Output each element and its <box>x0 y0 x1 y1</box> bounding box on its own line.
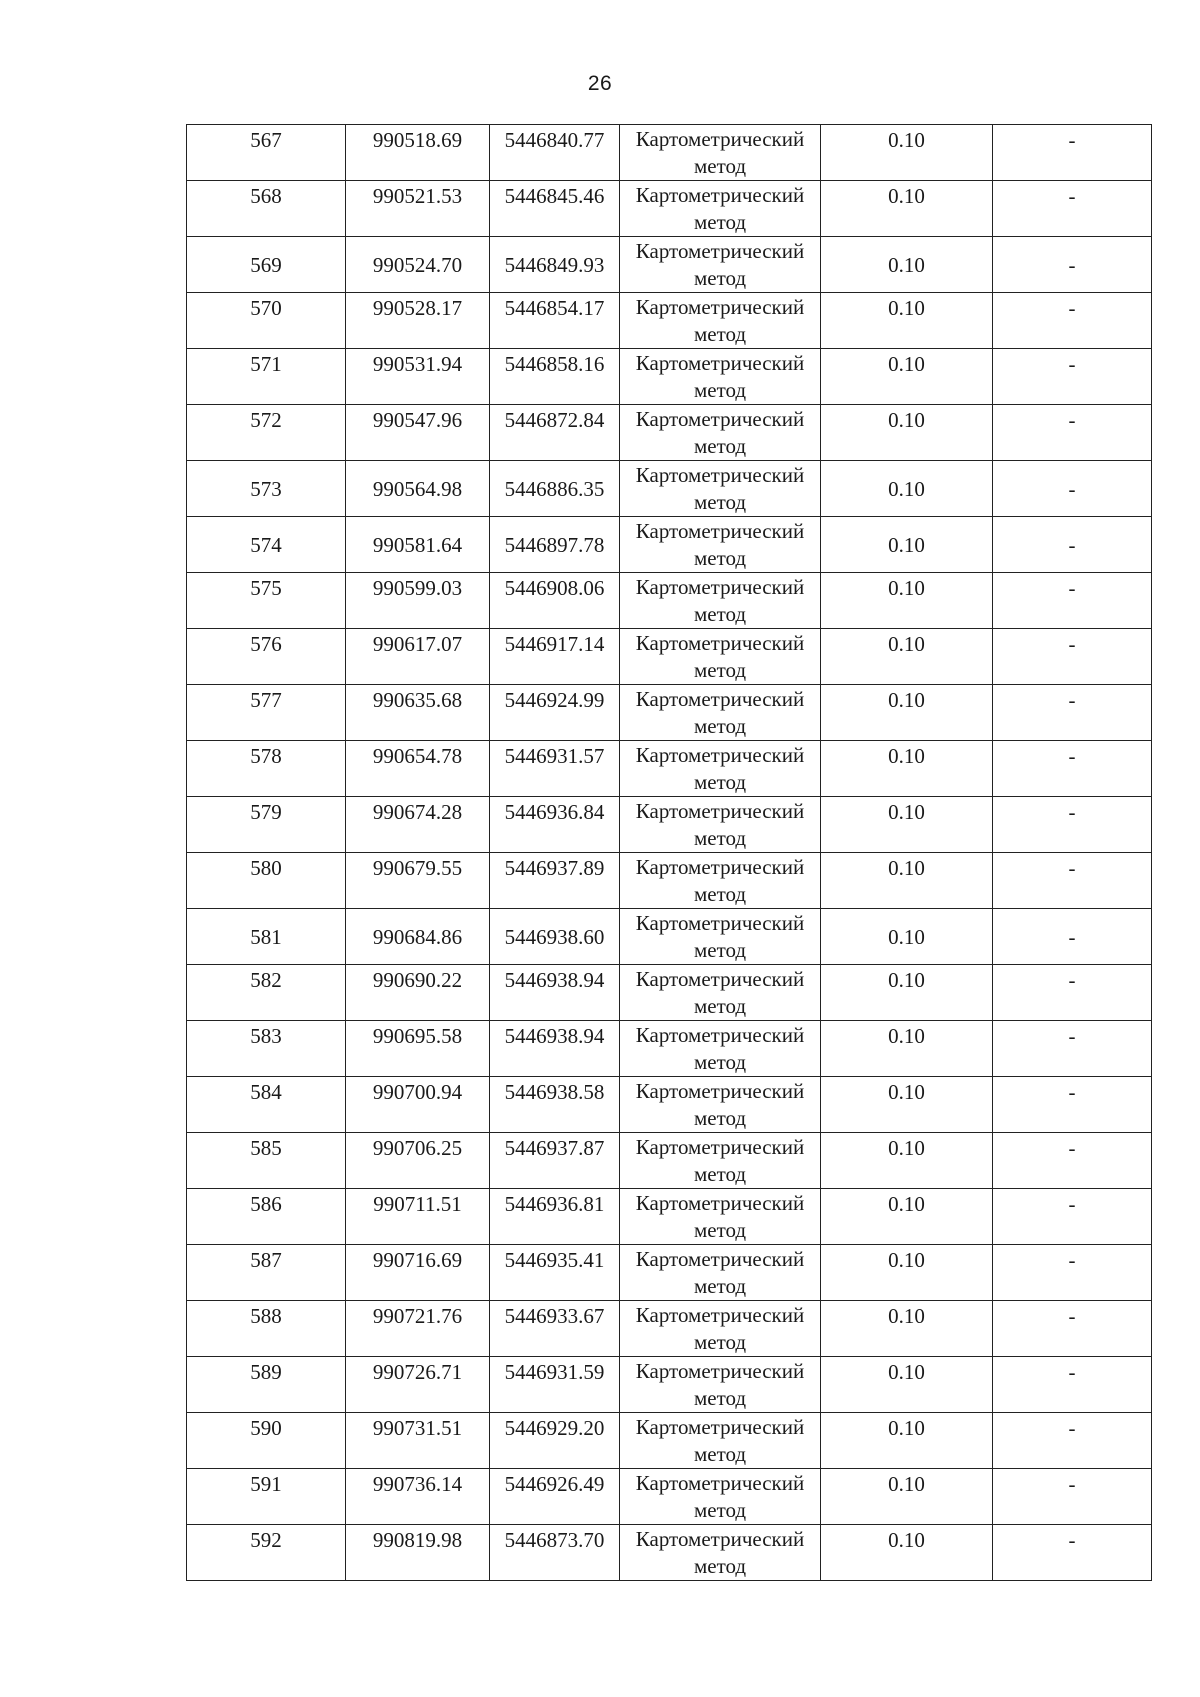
note-cell: - <box>993 405 1152 461</box>
y-coordinate-cell: 5446908.06 <box>490 573 620 629</box>
method-cell <box>620 629 821 685</box>
coordinates-table <box>186 124 1152 1581</box>
method-cell <box>620 293 821 349</box>
method-text: Картометрический метод <box>635 1359 805 1410</box>
table-row <box>187 349 1152 405</box>
accuracy-cell: 0.10 <box>821 965 993 1021</box>
table-row <box>187 629 1152 685</box>
x-coordinate-cell: 990635.68 <box>346 685 490 741</box>
point-number-cell: 574 <box>187 517 346 573</box>
method-text: Картометрический метод <box>635 183 805 234</box>
point-number-cell: 589 <box>187 1357 346 1413</box>
y-coordinate-cell: 5446924.99 <box>490 685 620 741</box>
accuracy-cell: 0.10 <box>821 517 993 573</box>
method-cell <box>620 909 821 965</box>
x-coordinate-cell: 990700.94 <box>346 1077 490 1133</box>
point-number-cell: 567 <box>187 125 346 181</box>
method-cell <box>620 237 821 293</box>
accuracy-cell: 0.10 <box>821 349 993 405</box>
table-row <box>187 181 1152 237</box>
method-cell <box>620 461 821 517</box>
y-coordinate-cell: 5446936.81 <box>490 1189 620 1245</box>
x-coordinate-cell: 990528.17 <box>346 293 490 349</box>
page-number: 26 <box>587 72 613 95</box>
method-text: Картометрический метод <box>635 295 805 346</box>
method-text: Картометрический метод <box>635 1303 805 1354</box>
accuracy-cell: 0.10 <box>821 405 993 461</box>
table-row <box>187 797 1152 853</box>
note-cell: - <box>993 629 1152 685</box>
x-coordinate-cell: 990711.51 <box>346 1189 490 1245</box>
note-cell: - <box>993 1133 1152 1189</box>
table-body <box>187 125 1152 1581</box>
point-number-cell: 570 <box>187 293 346 349</box>
table-row <box>187 685 1152 741</box>
method-cell <box>620 1021 821 1077</box>
method-text: Картометрический метод <box>635 1079 805 1130</box>
x-coordinate-cell: 990547.96 <box>346 405 490 461</box>
point-number-cell: 579 <box>187 797 346 853</box>
method-cell <box>620 405 821 461</box>
note-cell: - <box>993 573 1152 629</box>
y-coordinate-cell: 5446931.57 <box>490 741 620 797</box>
method-text: Картометрический метод <box>635 1471 805 1522</box>
method-cell <box>620 181 821 237</box>
table-row <box>187 1021 1152 1077</box>
x-coordinate-cell: 990731.51 <box>346 1413 490 1469</box>
x-coordinate-cell: 990716.69 <box>346 1245 490 1301</box>
accuracy-cell: 0.10 <box>821 1413 993 1469</box>
method-cell <box>620 741 821 797</box>
accuracy-cell: 0.10 <box>821 1301 993 1357</box>
point-number-cell: 568 <box>187 181 346 237</box>
x-coordinate-cell: 990819.98 <box>346 1525 490 1581</box>
method-text: Картометрический метод <box>635 799 805 850</box>
table-row <box>187 1245 1152 1301</box>
x-coordinate-cell: 990518.69 <box>346 125 490 181</box>
method-text: Картометрический метод <box>635 1415 805 1466</box>
y-coordinate-cell: 5446933.67 <box>490 1301 620 1357</box>
y-coordinate-cell: 5446936.84 <box>490 797 620 853</box>
point-number-cell: 585 <box>187 1133 346 1189</box>
table-row <box>187 853 1152 909</box>
note-cell: - <box>993 461 1152 517</box>
method-text: Картометрический метод <box>635 967 805 1018</box>
accuracy-cell: 0.10 <box>821 1021 993 1077</box>
x-coordinate-cell: 990679.55 <box>346 853 490 909</box>
point-number-cell: 569 <box>187 237 346 293</box>
accuracy-cell: 0.10 <box>821 1357 993 1413</box>
method-text: Картометрический метод <box>635 631 805 682</box>
method-cell <box>620 573 821 629</box>
note-cell: - <box>993 1301 1152 1357</box>
y-coordinate-cell: 5446873.70 <box>490 1525 620 1581</box>
method-cell <box>620 853 821 909</box>
point-number-cell: 577 <box>187 685 346 741</box>
accuracy-cell: 0.10 <box>821 181 993 237</box>
table-row <box>187 405 1152 461</box>
accuracy-cell: 0.10 <box>821 1077 993 1133</box>
y-coordinate-cell: 5446929.20 <box>490 1413 620 1469</box>
accuracy-cell: 0.10 <box>821 1189 993 1245</box>
table-row <box>187 1469 1152 1525</box>
accuracy-cell: 0.10 <box>821 237 993 293</box>
table-row <box>187 1525 1152 1581</box>
method-cell <box>620 125 821 181</box>
point-number-cell: 586 <box>187 1189 346 1245</box>
point-number-cell: 581 <box>187 909 346 965</box>
note-cell: - <box>993 181 1152 237</box>
method-cell <box>620 517 821 573</box>
method-text: Картометрический метод <box>635 463 805 514</box>
table-row <box>187 293 1152 349</box>
method-cell <box>620 1413 821 1469</box>
y-coordinate-cell: 5446886.35 <box>490 461 620 517</box>
y-coordinate-cell: 5446938.94 <box>490 1021 620 1077</box>
x-coordinate-cell: 990654.78 <box>346 741 490 797</box>
method-cell <box>620 1077 821 1133</box>
point-number-cell: 590 <box>187 1413 346 1469</box>
method-cell <box>620 349 821 405</box>
method-cell <box>620 797 821 853</box>
x-coordinate-cell: 990531.94 <box>346 349 490 405</box>
table-row <box>187 1133 1152 1189</box>
note-cell: - <box>993 797 1152 853</box>
point-number-cell: 584 <box>187 1077 346 1133</box>
x-coordinate-cell: 990684.86 <box>346 909 490 965</box>
method-text: Картометрический метод <box>635 1247 805 1298</box>
method-cell <box>620 1133 821 1189</box>
method-text: Картометрический метод <box>635 127 805 178</box>
note-cell: - <box>993 741 1152 797</box>
note-cell: - <box>993 293 1152 349</box>
table-row <box>187 517 1152 573</box>
point-number-cell: 575 <box>187 573 346 629</box>
y-coordinate-cell: 5446858.16 <box>490 349 620 405</box>
y-coordinate-cell: 5446854.17 <box>490 293 620 349</box>
y-coordinate-cell: 5446917.14 <box>490 629 620 685</box>
y-coordinate-cell: 5446937.87 <box>490 1133 620 1189</box>
method-text: Картометрический метод <box>635 407 805 458</box>
method-text: Картометрический метод <box>635 1023 805 1074</box>
note-cell: - <box>993 1021 1152 1077</box>
y-coordinate-cell: 5446840.77 <box>490 125 620 181</box>
table-row <box>187 965 1152 1021</box>
table-row <box>187 573 1152 629</box>
point-number-cell: 572 <box>187 405 346 461</box>
x-coordinate-cell: 990706.25 <box>346 1133 490 1189</box>
accuracy-cell: 0.10 <box>821 909 993 965</box>
y-coordinate-cell: 5446845.46 <box>490 181 620 237</box>
method-cell <box>620 1469 821 1525</box>
accuracy-cell: 0.10 <box>821 1525 993 1581</box>
method-text: Картометрический метод <box>635 855 805 906</box>
method-text: Картометрический метод <box>635 351 805 402</box>
method-text: Картометрический метод <box>635 1191 805 1242</box>
table-row <box>187 1077 1152 1133</box>
y-coordinate-cell: 5446938.58 <box>490 1077 620 1133</box>
method-cell <box>620 965 821 1021</box>
table-row <box>187 1357 1152 1413</box>
method-text: Картометрический метод <box>635 743 805 794</box>
note-cell: - <box>993 1245 1152 1301</box>
table-row <box>187 237 1152 293</box>
method-cell <box>620 1357 821 1413</box>
table-row <box>187 461 1152 517</box>
y-coordinate-cell: 5446935.41 <box>490 1245 620 1301</box>
x-coordinate-cell: 990599.03 <box>346 573 490 629</box>
accuracy-cell: 0.10 <box>821 461 993 517</box>
point-number-cell: 582 <box>187 965 346 1021</box>
table-row <box>187 125 1152 181</box>
y-coordinate-cell: 5446897.78 <box>490 517 620 573</box>
x-coordinate-cell: 990617.07 <box>346 629 490 685</box>
x-coordinate-cell: 990695.58 <box>346 1021 490 1077</box>
method-text: Картометрический метод <box>635 1135 805 1186</box>
point-number-cell: 580 <box>187 853 346 909</box>
x-coordinate-cell: 990736.14 <box>346 1469 490 1525</box>
note-cell: - <box>993 1357 1152 1413</box>
x-coordinate-cell: 990674.28 <box>346 797 490 853</box>
note-cell: - <box>993 1189 1152 1245</box>
accuracy-cell: 0.10 <box>821 573 993 629</box>
accuracy-cell: 0.10 <box>821 1469 993 1525</box>
accuracy-cell: 0.10 <box>821 685 993 741</box>
method-text: Картометрический метод <box>635 1527 805 1578</box>
point-number-cell: 583 <box>187 1021 346 1077</box>
y-coordinate-cell: 5446931.59 <box>490 1357 620 1413</box>
note-cell: - <box>993 237 1152 293</box>
point-number-cell: 592 <box>187 1525 346 1581</box>
table-row <box>187 909 1152 965</box>
note-cell: - <box>993 909 1152 965</box>
x-coordinate-cell: 990721.76 <box>346 1301 490 1357</box>
x-coordinate-cell: 990521.53 <box>346 181 490 237</box>
method-cell <box>620 1301 821 1357</box>
table-row <box>187 1189 1152 1245</box>
table-row <box>187 741 1152 797</box>
accuracy-cell: 0.10 <box>821 797 993 853</box>
method-cell <box>620 1245 821 1301</box>
point-number-cell: 591 <box>187 1469 346 1525</box>
note-cell: - <box>993 1525 1152 1581</box>
table-row <box>187 1301 1152 1357</box>
method-text: Картометрический метод <box>635 519 805 570</box>
accuracy-cell: 0.10 <box>821 1133 993 1189</box>
accuracy-cell: 0.10 <box>821 741 993 797</box>
note-cell: - <box>993 517 1152 573</box>
note-cell: - <box>993 1469 1152 1525</box>
point-number-cell: 571 <box>187 349 346 405</box>
point-number-cell: 587 <box>187 1245 346 1301</box>
method-cell <box>620 685 821 741</box>
note-cell: - <box>993 853 1152 909</box>
y-coordinate-cell: 5446849.93 <box>490 237 620 293</box>
point-number-cell: 578 <box>187 741 346 797</box>
x-coordinate-cell: 990564.98 <box>346 461 490 517</box>
method-text: Картометрический метод <box>635 575 805 626</box>
note-cell: - <box>993 349 1152 405</box>
note-cell: - <box>993 1413 1152 1469</box>
y-coordinate-cell: 5446926.49 <box>490 1469 620 1525</box>
note-cell: - <box>993 965 1152 1021</box>
method-text: Картометрический метод <box>635 239 805 290</box>
point-number-cell: 573 <box>187 461 346 517</box>
accuracy-cell: 0.10 <box>821 629 993 685</box>
note-cell: - <box>993 685 1152 741</box>
y-coordinate-cell: 5446938.94 <box>490 965 620 1021</box>
accuracy-cell: 0.10 <box>821 125 993 181</box>
accuracy-cell: 0.10 <box>821 853 993 909</box>
point-number-cell: 588 <box>187 1301 346 1357</box>
note-cell: - <box>993 1077 1152 1133</box>
accuracy-cell: 0.10 <box>821 293 993 349</box>
method-text: Картометрический метод <box>635 911 805 962</box>
y-coordinate-cell: 5446872.84 <box>490 405 620 461</box>
method-cell <box>620 1525 821 1581</box>
method-text: Картометрический метод <box>635 687 805 738</box>
point-number-cell: 576 <box>187 629 346 685</box>
method-cell <box>620 1189 821 1245</box>
x-coordinate-cell: 990690.22 <box>346 965 490 1021</box>
x-coordinate-cell: 990581.64 <box>346 517 490 573</box>
y-coordinate-cell: 5446938.60 <box>490 909 620 965</box>
x-coordinate-cell: 990524.70 <box>346 237 490 293</box>
note-cell: - <box>993 125 1152 181</box>
y-coordinate-cell: 5446937.89 <box>490 853 620 909</box>
accuracy-cell: 0.10 <box>821 1245 993 1301</box>
x-coordinate-cell: 990726.71 <box>346 1357 490 1413</box>
table-row <box>187 1413 1152 1469</box>
